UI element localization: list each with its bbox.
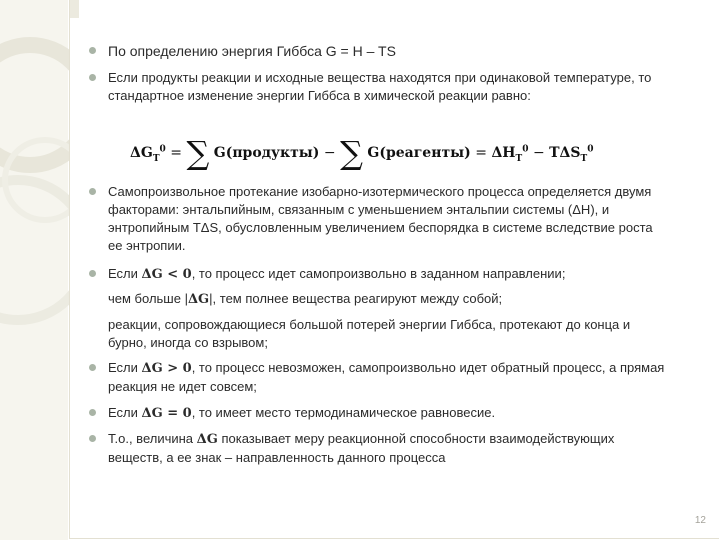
item-text: Самопроизвольное протекание изобарно-изотермического процесса определяется двумя факторами: энтальпийным, связанным с уменьшением энтальпии системы (ΔH), и энтропийным TΔS, обусловленным увеличением беспорядка в системе вследствие роста ее энтропии.	[108, 184, 653, 253]
delta-g-symbol: ΔG	[187, 292, 210, 307]
bullet-dot	[89, 435, 96, 442]
text-line-reactions: реакции, сопровождающиеся большой потерей энергии Гиббса, протекают до конца и бурно, иногда со взрывом;	[108, 317, 631, 350]
formula-eq: =	[170, 145, 187, 161]
bullet-item-6: Если ΔG = 0, то имеет место термодинамическое равновесие.	[108, 404, 668, 423]
bullet-dot	[89, 409, 96, 416]
formula-minus2: −	[532, 145, 550, 161]
gibbs-formula	[130, 134, 594, 172]
bullet-dot	[89, 47, 96, 54]
formula-tds: $T\Delta S_T^0$	[549, 144, 594, 164]
bullet-dot	[89, 188, 96, 195]
formula-term-reagents: G(реагенты)	[367, 145, 471, 161]
bullet-item-5: Если ΔG > 0, то процесс невозможен, самопроизвольно идет обратный процесс, а прямая реакция не идет совсем;	[108, 359, 688, 396]
item-text: Если продукты реакции и исходные вещества находятся при одинаковой температуре, то стандартное изменение энергии Гиббса в химической реакции равно:	[108, 70, 652, 103]
text-line-more-delta-g: чем больше |ΔG|, тем полнее вещества реагируют между собой;	[108, 291, 503, 307]
bullet-dot	[89, 364, 96, 371]
formula-term-products: G(продукты)	[213, 145, 320, 161]
sum-symbol: ∑	[186, 134, 210, 172]
page-number: 12	[694, 515, 706, 526]
formula-minus: −	[323, 145, 341, 161]
bullet-item-3	[108, 183, 668, 255]
formula-lhs: $\Delta G_T^0$	[130, 144, 166, 164]
delta-g-symbol: ΔG	[196, 432, 218, 447]
item-text: По определению энергия Гиббса G = H – TS	[108, 43, 396, 59]
sum-symbol: ∑	[340, 134, 363, 172]
formula-eq2: =	[475, 145, 492, 161]
bullet-item-4: Если ΔG < 0, то процесс идет самопроизвольно в заданном направлении;	[108, 265, 678, 284]
bullet-item-7: Т.о., величина ΔG показывает меру реакционной способности взаимодействующих веществ, а ее знак – направленность данного процесса	[108, 430, 668, 467]
formula-dh: $\Delta H_T^0$	[491, 144, 529, 164]
bullet-item-2	[108, 69, 668, 105]
bullet-dot	[89, 270, 96, 277]
bullet-item-1	[108, 42, 668, 60]
bullet-dot	[89, 74, 96, 81]
condition: < 0	[162, 267, 192, 282]
delta-g-symbol: ΔG	[141, 267, 163, 282]
delta-g-symbol: ΔG	[141, 406, 163, 421]
delta-g-symbol: ΔG	[141, 361, 163, 376]
condition: > 0	[162, 361, 192, 376]
condition: = 0	[162, 406, 192, 421]
